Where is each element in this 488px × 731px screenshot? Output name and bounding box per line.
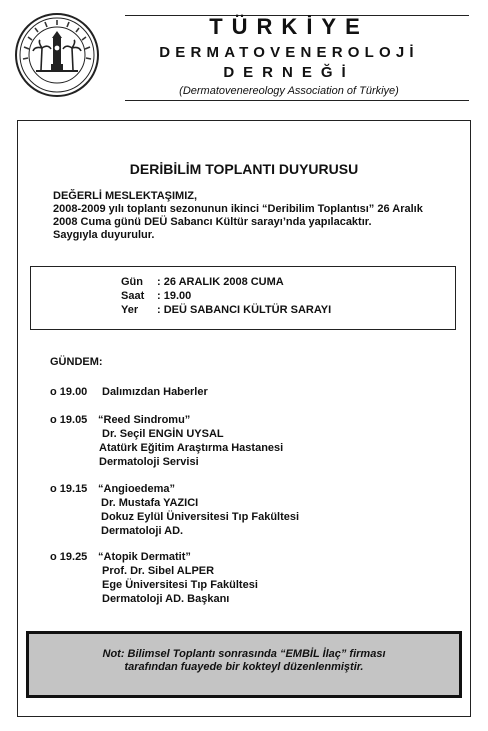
agenda-affiliation: Ege Üniversitesi Tıp Fakültesi [102, 579, 258, 591]
info-value: : 26 ARALIK 2008 CUMA [157, 276, 284, 288]
info-value: : 19.00 [157, 290, 192, 302]
agenda-speaker: Dr. Seçil ENGİN UYSAL [102, 428, 224, 440]
agenda-affiliation: Dokuz Eylül Üniversitesi Tıp Fakültesi [101, 511, 300, 523]
announcement-body [53, 190, 463, 242]
agenda-speaker: Dr. Mustafa YAZICI [101, 497, 199, 509]
announcement-title: DERİBİLİM TOPLANTI DUYURUSU [129, 161, 359, 177]
agenda-item-topic: “Atopik Dermatit” [98, 551, 191, 563]
header-title-country: TÜRKİYE [209, 14, 369, 39]
agenda-department: Dermatoloji Servisi [99, 456, 199, 468]
info-row-place [121, 304, 331, 317]
note-line: Not: Bilimsel Toplantı sonrasında “EMBİL İlaç” firması [102, 648, 386, 660]
body-line: Saygıyla duyurulur. [53, 229, 155, 241]
header-title-association: DERNEĞİ [223, 64, 355, 81]
agenda-item-time: o 19.15 [50, 483, 88, 495]
agenda-department: Dermatoloji AD. [101, 525, 184, 537]
header-title-field: DERMATOVENEROLOJİ [159, 44, 419, 61]
agenda-item-time: o 19.00 [50, 386, 88, 398]
info-value: : DEÜ SABANCI KÜLTÜR SARAYI [157, 304, 332, 316]
header-bottom-rule [125, 100, 469, 101]
body-line: 2008-2009 yılı toplantı sezonunun ikinci “Deribilim Toplantısı” 26 Aralık [53, 203, 423, 215]
agenda-speaker: Prof. Dr. Sibel ALPER [102, 565, 215, 577]
note-text [26, 648, 462, 674]
agenda-item-time: o 19.05 [50, 414, 88, 426]
body-line: 2008 Cuma günü DEÜ Sabancı Kültür sarayı’nda yapılacaktır. [53, 216, 372, 228]
note-line: tarafından fuayede bir kokteyl düzenlenmiştir. [124, 661, 364, 673]
info-label: Gün [121, 276, 143, 288]
header-subtitle: (Dermatovenereology Association of Türkiye) [179, 85, 399, 97]
agenda-item-topic: “Reed Sindromu” [98, 414, 191, 426]
info-row-day [121, 276, 284, 289]
agenda-heading: GÜNDEM: [50, 356, 103, 368]
info-label: Saat [121, 290, 145, 302]
agenda-item-topic: Dalımızdan Haberler [102, 386, 208, 398]
agenda-affiliation: Atatürk Eğitim Araştırma Hastanesi [99, 442, 284, 454]
greeting: DEĞERLİ MESLEKTAŞIMIZ, [53, 190, 198, 202]
association-logo [14, 12, 100, 98]
agenda-item-time: o 19.25 [50, 551, 88, 563]
agenda-department: Dermatoloji AD. Başkanı [102, 593, 230, 605]
info-label: Yer [121, 304, 139, 316]
info-row-time [121, 290, 191, 303]
agenda-item-topic: “Angioedema” [98, 483, 176, 495]
